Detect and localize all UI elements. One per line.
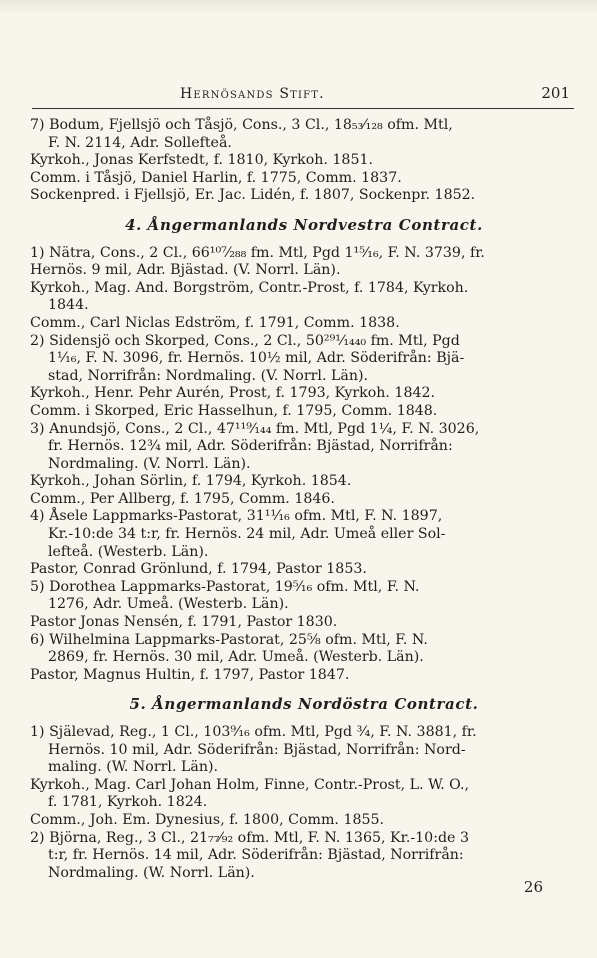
text-line: 2) Sidensjö och Skorped, Cons., 2 Cl., 50²⁹¹⁄₁₄₄₀ fm. Mtl, Pgd	[30, 332, 460, 349]
text-line: 1276, Adr. Umeå. (Westerb. Län).	[48, 596, 289, 613]
entry-bodum	[30, 117, 578, 205]
text-line: Comm., Joh. Em. Dynesius, f. 1800, Comm. 1855.	[30, 811, 385, 828]
text-line: Kyrkoh., Jonas Kerfstedt, f. 1810, Kyrkoh. 1851.	[30, 152, 374, 169]
header-rule	[32, 108, 574, 109]
entry-sidensjo	[30, 333, 578, 421]
text-line: Pastor Jonas Nensén, f. 1791, Pastor 1830.	[30, 614, 338, 631]
text-line: f. 1781, Kyrkoh. 1824.	[48, 794, 208, 811]
text-line: stad, Norrifrån: Nordmaling. (V. Norrl. Län).	[48, 367, 369, 384]
text-line: Kyrkoh., Henr. Pehr Aurén, Prost, f. 1793, Kyrkoh. 1842.	[30, 385, 436, 402]
text-line: Kyrkoh., Mag. Carl Johan Holm, Finne, Contr.-Prost, L. W. O.,	[30, 776, 470, 793]
text-line: 3) Anundsjö, Cons., 2 Cl., 47¹¹⁹⁄₁₄₄ fm. Mtl, Pgd 1¼, F. N. 3026,	[30, 420, 480, 437]
page-top-edge	[0, 0, 597, 14]
text-line: Pastor, Conrad Grönlund, f. 1794, Pastor 1853.	[30, 561, 367, 578]
text-line: 5) Dorothea Lappmarks-Pastorat, 19⁵⁄₁₆ ofm. Mtl, F. N.	[30, 578, 420, 595]
text-line: Comm. i Skorped, Eric Hasselhun, f. 1795, Comm. 1848.	[30, 402, 438, 419]
entry-wilhelmina	[30, 632, 578, 685]
section-heading-nordostra: 5. Ångermanlands Nordöstra Contract.	[129, 695, 479, 714]
text-line: Comm. i Tåsjö, Daniel Harlin, f. 1775, Comm. 1837.	[30, 169, 402, 186]
text-line: 1844.	[48, 297, 89, 314]
text-line: 7) Bodum, Fjellsjö och Tåsjö, Cons., 3 Cl., 18₅₃⁄₁₂₈ ofm. Mtl,	[30, 117, 453, 133]
entry-natra	[30, 245, 578, 333]
text-line: F. N. 2114, Adr. Sollefteå.	[48, 134, 232, 151]
text-line: Hernös. 10 mil, Adr. Söderifrån: Bjästad, Norrifrån: Nord-	[48, 741, 466, 758]
entry-asele	[30, 508, 578, 578]
text-line: t:r, fr. Hernös. 14 mil, Adr. Söderifrån: Bjästad, Norrifrån:	[48, 847, 464, 864]
text-line: Nordmaling. (V. Norrl. Län).	[48, 455, 251, 472]
text-line: 4) Åsele Lappmarks-Pastorat, 31¹¹⁄₁₆ ofm. Mtl, F. N. 1897,	[30, 508, 443, 525]
text-line: Sockenpred. i Fjellsjö, Er. Jac. Lidén, f. 1807, Sockenpr. 1852.	[30, 187, 476, 204]
text-line: 1) Själevad, Reg., 1 Cl., 103⁹⁄₁₆ ofm. Mtl, Pgd ³⁄₄, F. N. 3881, fr.	[30, 724, 477, 740]
text-line: maling. (W. Norrl. Län).	[48, 759, 219, 776]
text-line: 6) Wilhelmina Lappmarks-Pastorat, 25⁵⁄₈ ofm. Mtl, F. N.	[30, 631, 428, 648]
page-body	[30, 117, 578, 882]
text-line: Nordmaling. (W. Norrl. Län).	[48, 864, 255, 881]
text-line: Kyrkoh., Mag. And. Borgström, Contr.-Prost, f. 1784, Kyrkoh.	[30, 279, 469, 296]
text-line: 2) Björna, Reg., 3 Cl., 21₇₇⁄₉₂ ofm. Mtl, F. N. 1365, Kr.-10:de 3	[30, 829, 469, 846]
text-line: Kr.-10:de 34 t:r, fr. Hernös. 24 mil, Adr. Umeå eller Sol-	[48, 526, 446, 543]
entry-bjorna	[30, 830, 578, 883]
entry-anundsjo	[30, 421, 578, 509]
text-line: 1) Nätra, Cons., 2 Cl., 66¹⁰⁷⁄₂₈₈ fm. Mtl, Pgd 1¹⁵⁄₁₆, F. N. 3739, fr.	[30, 244, 485, 261]
text-line: Comm., Per Allberg, f. 1795, Comm. 1846.	[30, 490, 335, 507]
entry-sjalevad	[30, 724, 578, 830]
section-heading-nordvestra: 4. Ångermanlands Nordvestra Contract.	[125, 215, 483, 234]
entry-dorothea	[30, 579, 578, 632]
page-number: 201	[541, 84, 570, 102]
text-line: Pastor, Magnus Hultin, f. 1797, Pastor 1847.	[30, 666, 350, 683]
running-title: Hernösands Stift.	[180, 86, 325, 102]
text-line: 1¹⁄₁₆, F. N. 3096, fr. Hernös. 10½ mil, Adr. Söderifrån: Bjä-	[48, 350, 465, 367]
text-line: lefteå. (Westerb. Län).	[48, 543, 209, 560]
text-line: Comm., Carl Niclas Edström, f. 1791, Comm. 1838.	[30, 314, 400, 331]
text-line: fr. Hernös. 12¾ mil, Adr. Söderifrån: Bjästad, Norrifrån:	[48, 438, 453, 455]
text-line: Kyrkoh., Johan Sörlin, f. 1794, Kyrkoh. 1854.	[30, 473, 352, 490]
signature-mark: 26	[523, 878, 543, 896]
text-line: 2869, fr. Hernös. 30 mil, Adr. Umeå. (Westerb. Län).	[48, 649, 424, 666]
text-line: Hernös. 9 mil, Adr. Bjästad. (V. Norrl. Län).	[30, 262, 341, 279]
